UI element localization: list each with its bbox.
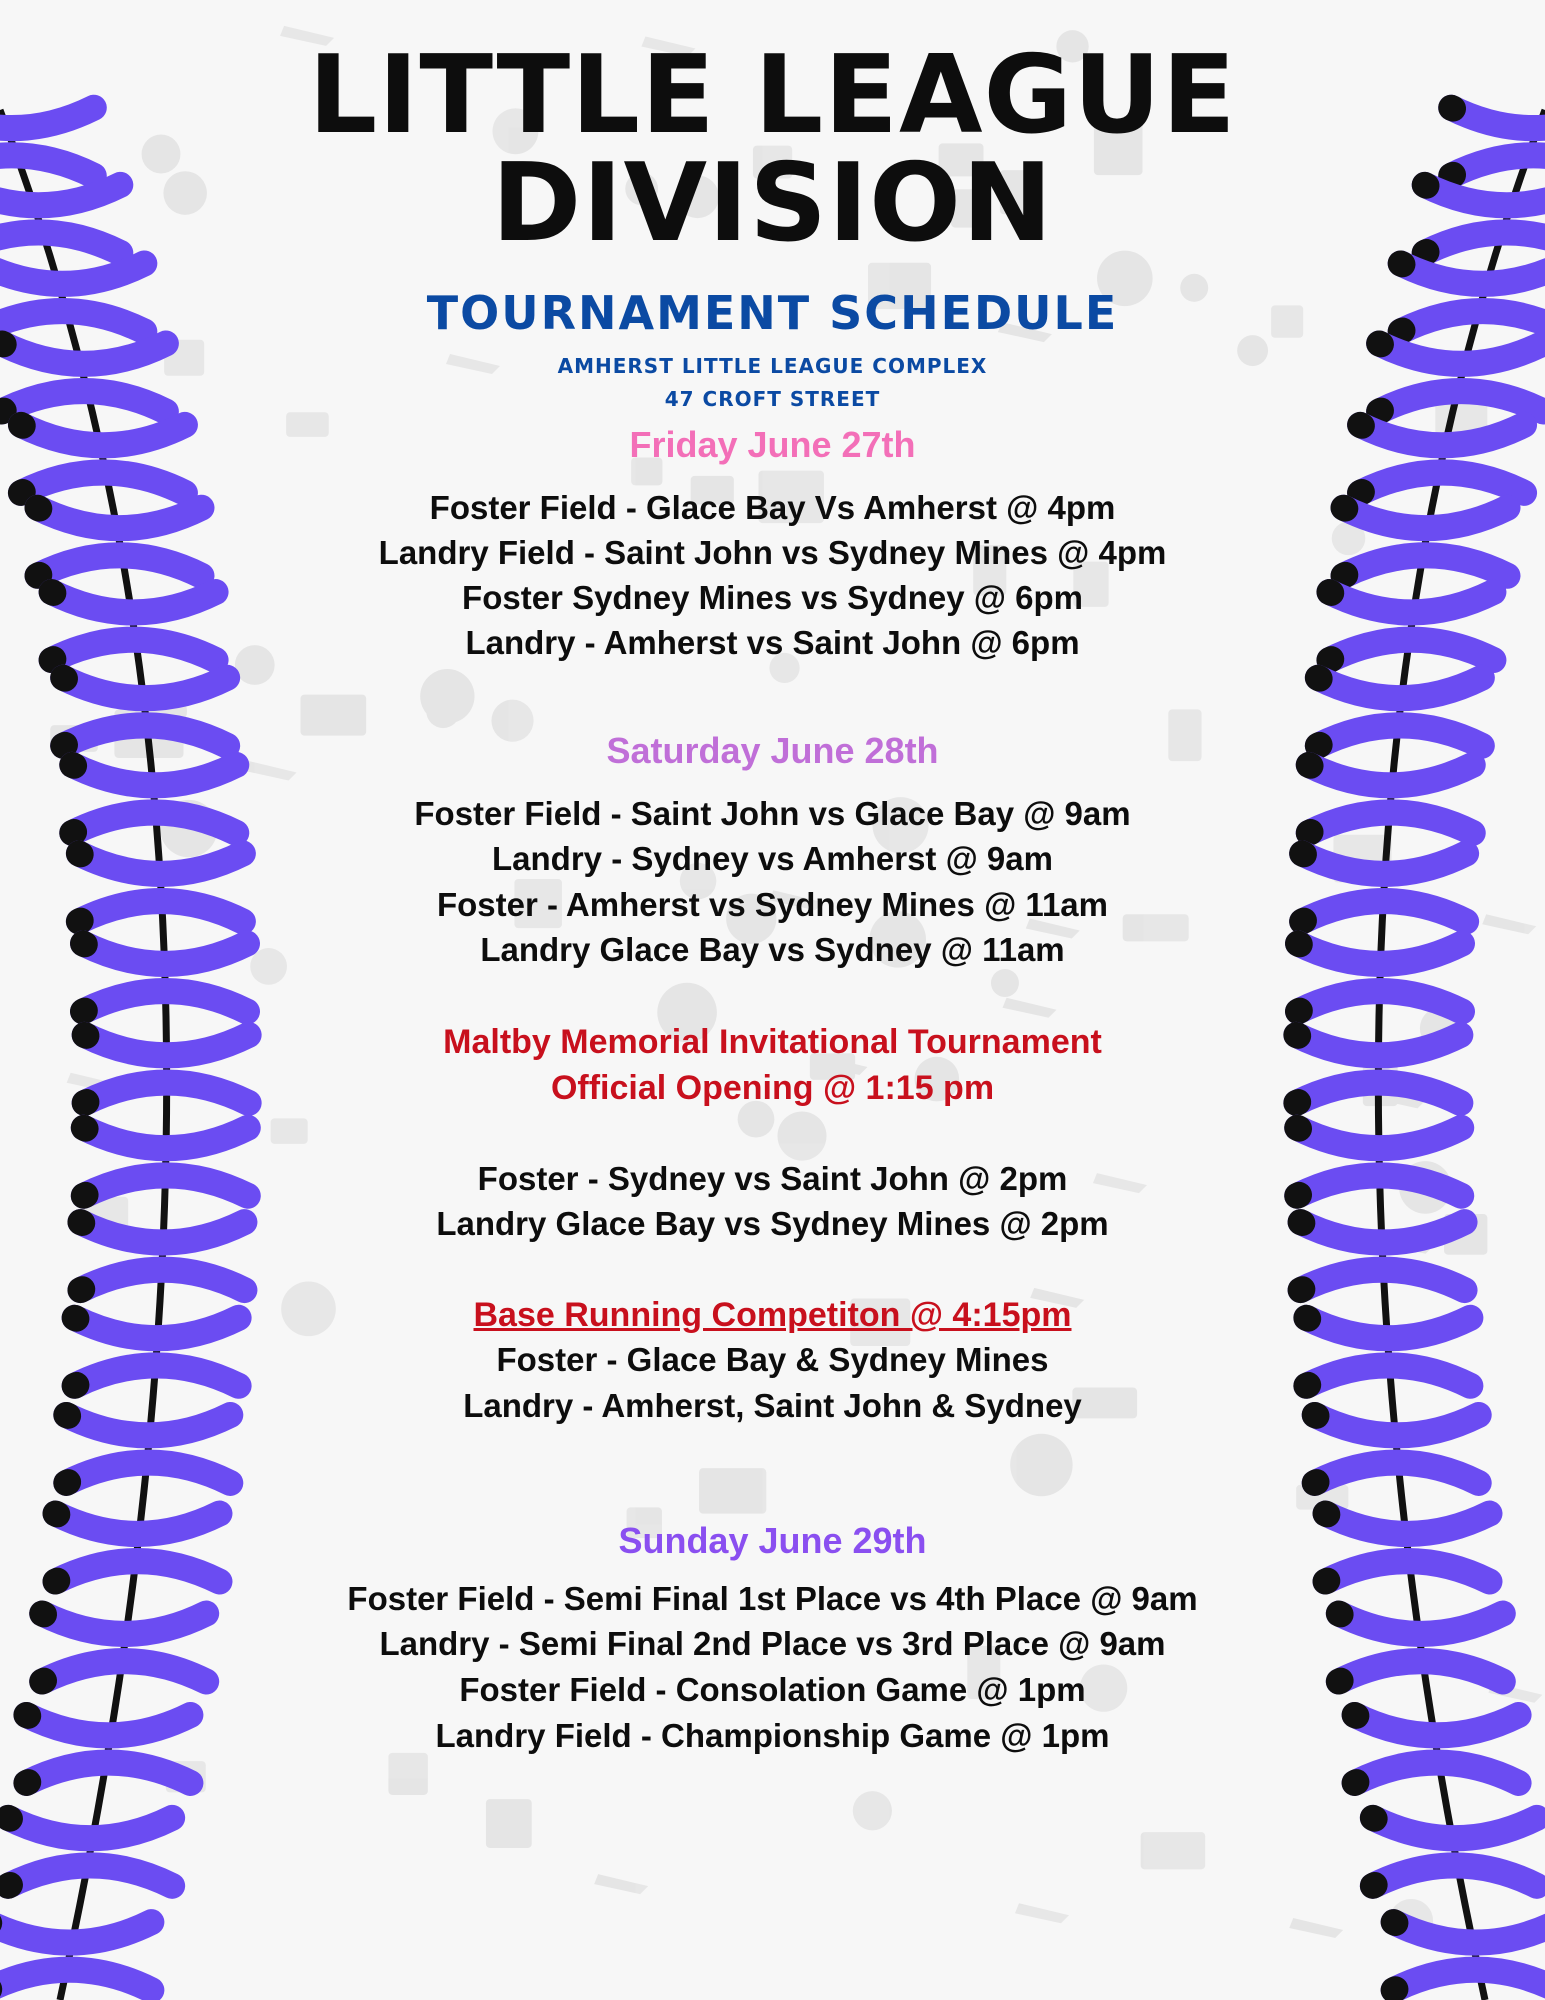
right-stitch (1373, 1865, 1537, 1885)
right-stitch (1394, 1970, 1545, 1990)
left-stitch (37, 508, 201, 528)
right-stitch (1401, 263, 1545, 283)
saturday-game-3: Foster - Amherst vs Sydney Mines @ 11am (436, 886, 1109, 923)
base-running-landry: Landry - Amherst, Saint John & Sydney (463, 1387, 1082, 1424)
saturday-game-5: Foster - Sydney vs Saint John @ 2pm (477, 1160, 1068, 1197)
sunday-heading: Sunday June 29th (618, 1520, 927, 1561)
left-stitch (42, 1661, 206, 1681)
friday-game-1: Foster Field - Glace Bay Vs Amherst @ 4pm (429, 489, 1116, 526)
opening-event-time: Official Opening @ 1:15 pm (550, 1069, 995, 1107)
left-stitch (21, 472, 185, 492)
schedule-content (300, 0, 1245, 2000)
left-stitch (8, 1818, 172, 1838)
right-stitch (1425, 185, 1545, 205)
background-ball-icon (163, 171, 207, 215)
left-stitches (0, 108, 249, 1990)
sunday-game-2: Landry - Semi Final 2nd Place vs 3rd Place @ 9am (379, 1625, 1166, 1662)
left-stitch (0, 263, 144, 283)
right-stitch (1344, 555, 1508, 575)
left-stitch (55, 1561, 219, 1581)
left-stitch (52, 640, 216, 660)
friday-game-3: Foster Sydney Mines vs Sydney @ 6pm (462, 579, 1083, 616)
left-stitch (0, 1970, 151, 1990)
background-card-icon (1271, 305, 1303, 337)
right-stitch (1329, 592, 1493, 612)
right-stitch (1318, 678, 1482, 698)
sunday-game-4: Landry Field - Championship Game @ 1pm (435, 1717, 1110, 1754)
left-stitch (63, 678, 227, 698)
saturday-heading: Saturday June 28th (606, 730, 939, 771)
saturday-game-4: Landry Glace Bay vs Sydney @ 11am (480, 931, 1065, 968)
right-stitch (1355, 1715, 1519, 1735)
left-stitch (26, 1763, 190, 1783)
base-running-foster: Foster - Glace Bay & Sydney Mines (496, 1341, 1049, 1378)
left-stitch (0, 155, 94, 175)
opening-event-title: Maltby Memorial Invitational Tournament (443, 1023, 1102, 1061)
saturday-game-6: Landry Glace Bay vs Sydney Mines @ 2pm (436, 1205, 1109, 1242)
right-stitch (1326, 1561, 1490, 1581)
left-stitch (8, 1865, 172, 1885)
left-stitch (0, 185, 120, 205)
friday-game-2: Landry Field - Saint John vs Sydney Mines @ 4pm (378, 534, 1167, 571)
left-stitch (0, 232, 120, 252)
right-stitch (1360, 472, 1524, 492)
right-stitch (1425, 232, 1545, 252)
right-stitch (1339, 1661, 1503, 1681)
left-stitch (42, 1614, 206, 1634)
background-bat-icon (243, 760, 297, 780)
left-stitch (2, 343, 166, 363)
saturday-game-1: Foster Field - Saint John vs Glace Bay @ 9am (414, 795, 1131, 832)
title-line-1: LITTLE LEAGUE (308, 33, 1237, 158)
saturday-game-2: Landry - Sydney vs Amherst @ 9am (492, 840, 1053, 877)
left-stitch (55, 1514, 219, 1534)
schedule-subtitle: TOURNAMENT SCHEDULE (426, 286, 1119, 340)
venue-address: 47 CROFT STREET (664, 387, 881, 411)
base-running-title: Base Running Competiton @ 4:15pm (473, 1296, 1072, 1334)
right-stitch (1373, 1818, 1537, 1838)
background-bat-icon (1482, 914, 1536, 934)
right-stitch (1339, 1614, 1503, 1634)
left-stitch (21, 425, 185, 445)
background-bat-icon (1289, 1918, 1343, 1938)
left-stitch (37, 555, 201, 575)
right-stitch (1318, 725, 1482, 745)
title-line-2: DIVISION (491, 141, 1054, 266)
right-stitches (1296, 108, 1545, 1990)
right-stitch (1329, 640, 1493, 660)
background-ball-icon (235, 645, 275, 685)
background-ball-icon (250, 948, 287, 985)
right-stitch (1326, 1514, 1490, 1534)
right-stitch (1344, 508, 1508, 528)
venue-name: AMHERST LITTLE LEAGUE COMPLEX (557, 354, 988, 378)
right-stitch (1379, 343, 1543, 363)
friday-game-4: Landry - Amherst vs Saint John @ 6pm (465, 624, 1080, 661)
right-stitch (1355, 1763, 1519, 1783)
friday-heading: Friday June 27th (629, 424, 916, 465)
left-stitch (26, 1715, 190, 1735)
sunday-game-3: Foster Field - Consolation Game @ 1pm (459, 1671, 1086, 1708)
left-stitch (0, 108, 94, 128)
background-ball-icon (142, 135, 181, 174)
left-stitch (52, 592, 216, 612)
left-stitch (2, 391, 166, 411)
sunday-game-1: Foster Field - Semi Final 1st Place vs 4th Place @ 9am (347, 1580, 1198, 1617)
